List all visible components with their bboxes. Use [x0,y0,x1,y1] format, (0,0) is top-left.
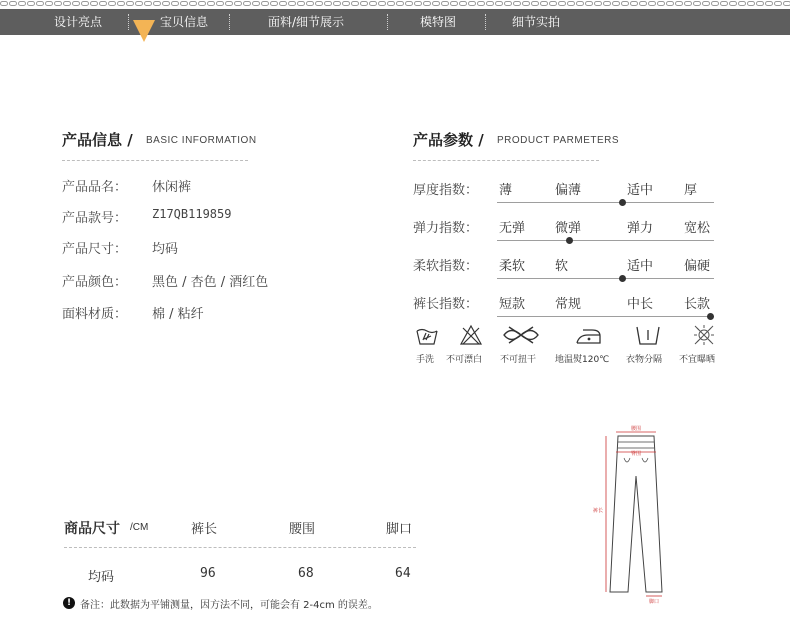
chain-link [252,1,260,6]
chain-link [540,1,548,6]
size-table-header: 腰围 [289,522,316,537]
chain-link [279,1,287,6]
diagram-label-hem: 脚口 [648,599,660,604]
info-label: 产品尺寸： [62,242,128,257]
parameters-subtitle: PRODUCT PARMETERS [497,135,620,146]
chain-link [630,1,638,6]
chain-link [504,1,512,6]
info-value-size: 均码 [152,242,179,257]
parameter-option: 弹力 [627,221,654,236]
chain-link [153,1,161,6]
chain-link [216,1,224,6]
nav-tab-detail-photos[interactable]: 细节实拍 [512,15,561,29]
size-table-header: 裤长 [191,522,218,537]
chain-link [558,1,566,6]
parameter-option: 中长 [627,297,654,312]
nav-separator [387,14,388,30]
nav-tab-model[interactable]: 模特图 [420,15,457,29]
parameter-label: 裤长指数： [413,297,479,312]
care-item [501,324,541,346]
chain-link [675,1,683,6]
chain-link [747,1,755,6]
parameter-indicator-dot [619,199,626,206]
chain-link [360,1,368,6]
info-value-name: 休闲裤 [152,180,192,195]
divider [62,160,248,161]
size-table-cell: 96 [200,566,216,581]
chain-link [90,1,98,6]
parameter-option: 短款 [499,297,526,312]
chain-link [342,1,350,6]
parameter-indicator-dot [707,313,714,320]
no-bleach-icon [459,324,483,346]
top-chain-decoration [0,0,790,8]
chain-link [0,1,8,6]
size-table-unit: /CM [130,522,149,533]
parameters-title: 产品参数 / [413,131,484,149]
info-label: 产品款号： [62,211,128,226]
parameter-label: 柔软指数： [413,259,479,274]
chain-link [729,1,737,6]
parameter-label: 弹力指数： [413,221,479,236]
chain-link [135,1,143,6]
hand-wash-icon [415,324,439,346]
parameter-option: 偏薄 [555,183,582,198]
parameter-scale-line [497,240,714,241]
info-label: 产品品名： [62,180,128,195]
chain-link [450,1,458,6]
chain-link [234,1,242,6]
chain-link [423,1,431,6]
care-label: 地温熨120℃ [555,355,610,365]
chain-link [657,1,665,6]
parameter-option: 适中 [627,259,654,274]
chain-link [477,1,485,6]
iron-low-icon [574,324,604,346]
chain-link [243,1,251,6]
parameter-option: 长款 [684,297,711,312]
chain-link [198,1,206,6]
chain-link [432,1,440,6]
parameter-option: 厚 [684,183,698,198]
chain-link [603,1,611,6]
chain-link [486,1,494,6]
chain-link [144,1,152,6]
size-table-cell: 68 [298,566,314,581]
parameter-option: 薄 [499,183,513,198]
nav-separator [128,14,129,30]
diagram-label-hip: 臀围 [630,451,642,457]
parameter-option: 微弹 [555,221,582,236]
chain-link [99,1,107,6]
pants-measurement-diagram [588,422,688,604]
chain-link [405,1,413,6]
chain-link [117,1,125,6]
chain-link [315,1,323,6]
chain-link [567,1,575,6]
basic-info-subtitle: BASIC INFORMATION [146,135,257,146]
parameter-option: 适中 [627,183,654,198]
chain-link [522,1,530,6]
chain-link [324,1,332,6]
chain-link [9,1,17,6]
measurement-note: 备注：此数据为平铺测量，因方法不同，可能会有 2-4cm 的误差。 [80,600,378,611]
chain-link [459,1,467,6]
diagram-label-length: 裤长 [592,508,604,514]
chain-link [783,1,790,6]
parameter-option: 偏硬 [684,259,711,274]
nav-bar [0,9,790,35]
chain-link [684,1,692,6]
chain-link [414,1,422,6]
chain-link [189,1,197,6]
chain-link [702,1,710,6]
chain-link [585,1,593,6]
chain-link [54,1,62,6]
chain-link [612,1,620,6]
chain-link [378,1,386,6]
chain-link [639,1,647,6]
info-value-colors: 黑色 / 杏色 / 酒红色 [152,275,269,290]
care-item [458,324,484,346]
nav-separator [229,14,230,30]
chain-link [306,1,314,6]
chain-link [288,1,296,6]
no-wring-icon [501,324,541,346]
chain-link [162,1,170,6]
chain-link [549,1,557,6]
chain-link [108,1,116,6]
info-label: 产品颜色： [62,275,128,290]
care-item [414,324,440,346]
parameter-scale-line [497,316,714,317]
parameter-indicator-dot [566,237,573,244]
care-item [634,324,662,346]
chain-link [738,1,746,6]
chain-link [81,1,89,6]
no-sun-icon [692,324,716,346]
parameter-option: 无弹 [499,221,526,236]
care-item [692,324,716,346]
chain-link [756,1,764,6]
chain-link [333,1,341,6]
nav-tab-fabric[interactable]: 面料/细节展示 [268,15,345,29]
size-table-header: 脚口 [386,522,413,537]
parameter-label: 厚度指数： [413,183,479,198]
chain-link [513,1,521,6]
care-label: 衣物分隔 [626,355,663,365]
care-label: 不宜曝晒 [679,355,716,365]
chain-link [207,1,215,6]
chain-link [468,1,476,6]
chain-link [270,1,278,6]
chain-link [297,1,305,6]
chain-link [441,1,449,6]
size-table-title: 商品尺寸 [64,521,120,537]
chain-link [171,1,179,6]
info-value-material: 棉 / 粘纤 [152,307,204,322]
size-table-cell: 64 [395,566,411,581]
parameter-option: 宽松 [684,221,711,236]
chain-link [774,1,782,6]
parameter-option: 柔软 [499,259,526,274]
chain-link [63,1,71,6]
chain-link [693,1,701,6]
nav-separator [485,14,486,30]
info-value-sku: Z17QB119859 [152,207,232,221]
chain-link [180,1,188,6]
care-item [574,324,604,346]
chain-link [396,1,404,6]
parameter-option: 常规 [555,297,582,312]
info-label: 面料材质： [62,307,128,322]
chain-link [27,1,35,6]
care-label: 不可漂白 [446,355,483,365]
chain-link [711,1,719,6]
nav-tab-product-info[interactable]: 宝贝信息 [160,15,209,29]
diagram-label-waist: 腰围 [630,426,642,432]
chain-link [576,1,584,6]
separate-wash-icon [634,324,662,346]
chain-link [351,1,359,6]
parameter-indicator-dot [619,275,626,282]
chain-link [225,1,233,6]
chain-link [45,1,53,6]
chain-link [531,1,539,6]
chain-link [594,1,602,6]
chain-link [72,1,80,6]
parameter-option: 软 [555,259,569,274]
divider [64,547,416,548]
chain-link [387,1,395,6]
chain-link [126,1,134,6]
chain-link [495,1,503,6]
chain-link [18,1,26,6]
warning-icon: ! [63,597,75,609]
care-label: 手洗 [416,355,435,365]
divider [413,160,599,161]
nav-tab-design[interactable]: 设计亮点 [54,15,103,29]
chain-link [36,1,44,6]
chain-link [648,1,656,6]
basic-info-title: 产品信息 / [62,131,133,149]
chain-link [666,1,674,6]
chain-link [765,1,773,6]
size-table-size-cell: 均码 [88,570,115,585]
parameter-scale-line [497,202,714,203]
parameter-scale-line [497,278,714,279]
chain-link [369,1,377,6]
care-label: 不可扭干 [500,355,537,365]
chain-link [720,1,728,6]
chain-link [261,1,269,6]
nav-active-pointer-icon [133,20,155,42]
chain-link [621,1,629,6]
